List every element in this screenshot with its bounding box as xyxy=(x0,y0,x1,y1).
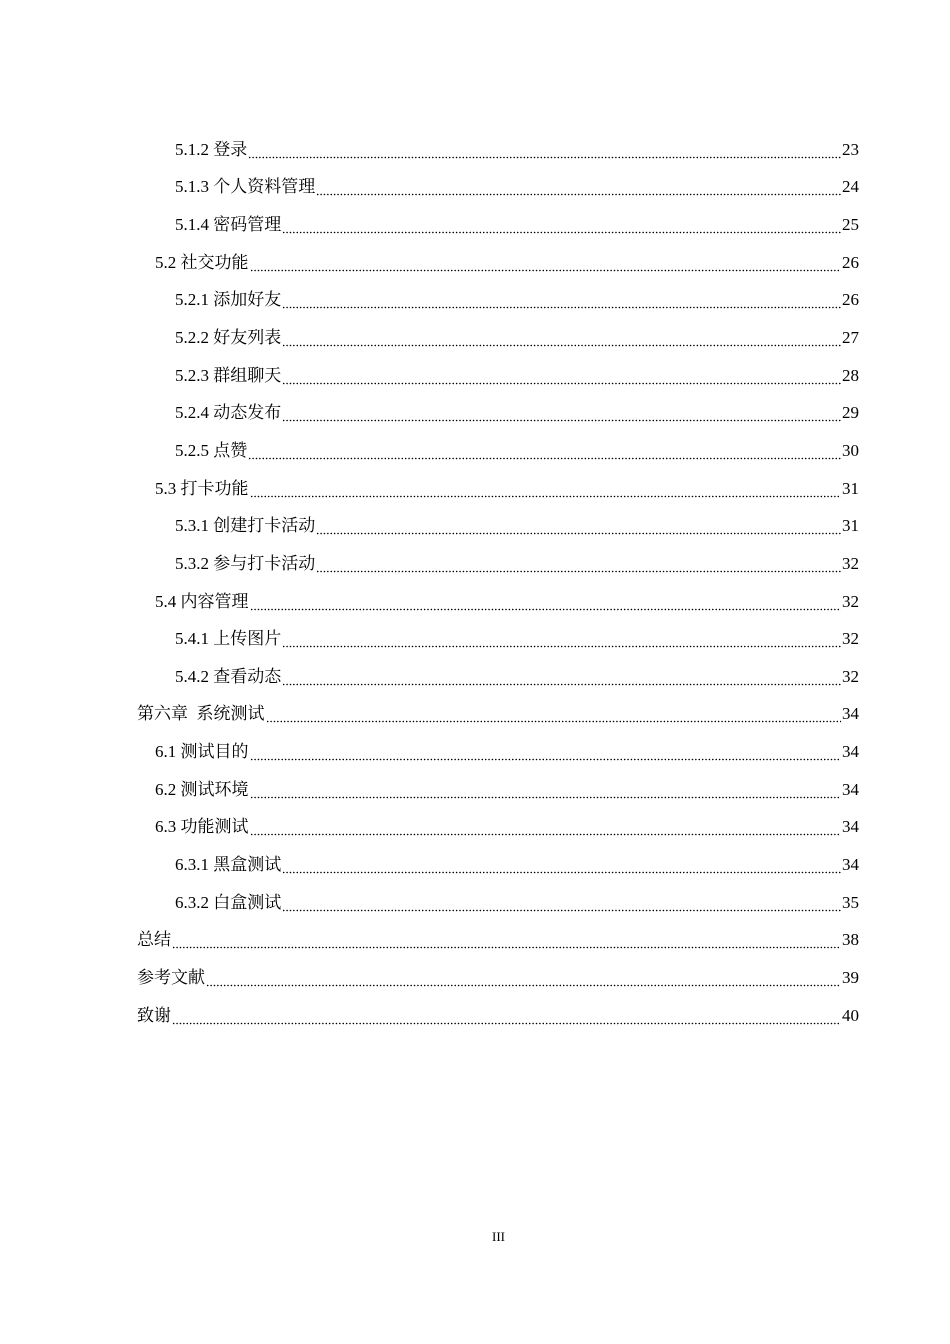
toc-entry-page: 34 xyxy=(842,779,859,799)
toc-dot-leader xyxy=(316,177,841,197)
table-of-contents xyxy=(0,131,950,1034)
toc-entry-title: 5.2.5 点赞 xyxy=(175,440,248,460)
toc-entry-page: 32 xyxy=(842,591,859,611)
toc-entry-page: 34 xyxy=(842,854,859,874)
toc-entry[interactable] xyxy=(0,846,950,884)
toc-entry[interactable] xyxy=(0,319,950,357)
toc-entry-page: 24 xyxy=(842,177,859,197)
toc-entry[interactable] xyxy=(0,470,950,508)
toc-entry-page: 38 xyxy=(842,930,859,950)
toc-entry[interactable] xyxy=(0,507,950,545)
toc-entry[interactable] xyxy=(0,169,950,207)
toc-dot-leader xyxy=(316,554,841,574)
toc-entry-title: 5.2.1 添加好友 xyxy=(175,290,282,310)
toc-dot-leader xyxy=(172,1006,841,1026)
toc-dot-leader xyxy=(282,290,841,310)
toc-entry[interactable] xyxy=(0,921,950,959)
toc-entry[interactable] xyxy=(0,997,950,1035)
toc-entry[interactable] xyxy=(0,244,950,282)
toc-dot-leader xyxy=(250,479,842,499)
toc-entry-page: 30 xyxy=(842,440,859,460)
toc-dot-leader xyxy=(248,441,841,461)
toc-entry-title: 5.2 社交功能 xyxy=(155,252,249,272)
toc-dot-leader xyxy=(248,140,841,160)
toc-dot-leader xyxy=(282,667,841,687)
toc-entry-page: 32 xyxy=(842,666,859,686)
toc-entry-title: 6.3 功能测试 xyxy=(155,817,249,837)
toc-dot-leader xyxy=(282,215,841,235)
toc-entry-page: 23 xyxy=(842,139,859,159)
toc-dot-leader xyxy=(282,855,841,875)
toc-entry-page: 28 xyxy=(842,365,859,385)
toc-dot-leader xyxy=(250,253,842,273)
toc-entry-page: 34 xyxy=(842,817,859,837)
toc-dot-leader xyxy=(282,629,841,649)
toc-entry-title: 6.3.2 白盒测试 xyxy=(175,892,282,912)
toc-entry[interactable] xyxy=(0,432,950,470)
toc-entry[interactable] xyxy=(0,583,950,621)
toc-entry-page: 35 xyxy=(842,892,859,912)
toc-entry[interactable] xyxy=(0,884,950,922)
toc-entry-title: 5.1.4 密码管理 xyxy=(175,215,282,235)
toc-entry-page: 27 xyxy=(842,328,859,348)
toc-dot-leader xyxy=(172,930,841,950)
toc-entry[interactable] xyxy=(0,809,950,847)
toc-entry[interactable] xyxy=(0,658,950,696)
toc-dot-leader xyxy=(250,742,842,762)
toc-entry[interactable] xyxy=(0,206,950,244)
toc-entry-title: 5.1.3 个人资料管理 xyxy=(175,177,316,197)
page-number: III xyxy=(492,1229,505,1244)
toc-entry-page: 31 xyxy=(842,478,859,498)
toc-entry-title: 5.4.2 查看动态 xyxy=(175,666,282,686)
toc-entry[interactable] xyxy=(0,357,950,395)
toc-entry[interactable] xyxy=(0,620,950,658)
toc-entry-title: 5.4.1 上传图片 xyxy=(175,629,282,649)
toc-entry-title: 6.2 测试环境 xyxy=(155,779,249,799)
toc-entry-title: 致谢 xyxy=(137,1005,171,1025)
toc-dot-leader xyxy=(250,592,842,612)
toc-entry-title: 5.2.3 群组聊天 xyxy=(175,365,282,385)
toc-entry-page: 39 xyxy=(842,967,859,987)
toc-entry-title: 5.2.2 好友列表 xyxy=(175,328,282,348)
toc-entry-title: 5.3.1 创建打卡活动 xyxy=(175,516,316,536)
toc-dot-leader xyxy=(282,366,841,386)
toc-entry-page: 32 xyxy=(842,629,859,649)
toc-entry-title: 总结 xyxy=(137,930,171,950)
toc-entry-page: 34 xyxy=(842,742,859,762)
toc-entry-title: 5.3.2 参与打卡活动 xyxy=(175,553,316,573)
toc-entry-page: 31 xyxy=(842,516,859,536)
toc-entry-page: 26 xyxy=(842,290,859,310)
toc-entry-title: 5.2.4 动态发布 xyxy=(175,403,282,423)
toc-entry-page: 25 xyxy=(842,215,859,235)
toc-entry-title: 5.4 内容管理 xyxy=(155,591,249,611)
toc-entry-page: 34 xyxy=(842,704,859,724)
toc-entry-title: 5.1.2 登录 xyxy=(175,139,248,159)
toc-entry[interactable] xyxy=(0,696,950,734)
toc-entry[interactable] xyxy=(0,959,950,997)
toc-dot-leader xyxy=(250,780,842,800)
toc-entry-page: 29 xyxy=(842,403,859,423)
toc-dot-leader xyxy=(282,328,841,348)
toc-entry[interactable] xyxy=(0,282,950,320)
toc-entry-page: 40 xyxy=(842,1005,859,1025)
toc-entry-title: 6.1 测试目的 xyxy=(155,742,249,762)
toc-entry-title: 第六章 系统测试 xyxy=(137,704,265,724)
toc-dot-leader xyxy=(250,817,842,837)
toc-entry[interactable] xyxy=(0,131,950,169)
toc-entry[interactable] xyxy=(0,394,950,432)
toc-entry[interactable] xyxy=(0,545,950,583)
toc-entry-page: 32 xyxy=(842,553,859,573)
toc-entry-title: 6.3.1 黑盒测试 xyxy=(175,854,282,874)
toc-dot-leader xyxy=(206,968,841,988)
toc-entry[interactable] xyxy=(0,771,950,809)
toc-dot-leader xyxy=(316,516,841,536)
toc-dot-leader xyxy=(266,704,842,724)
toc-dot-leader xyxy=(282,403,841,423)
toc-dot-leader xyxy=(282,893,841,913)
toc-entry-title: 参考文献 xyxy=(137,967,205,987)
toc-entry-page: 26 xyxy=(842,252,859,272)
toc-entry-title: 5.3 打卡功能 xyxy=(155,478,249,498)
toc-entry[interactable] xyxy=(0,733,950,771)
